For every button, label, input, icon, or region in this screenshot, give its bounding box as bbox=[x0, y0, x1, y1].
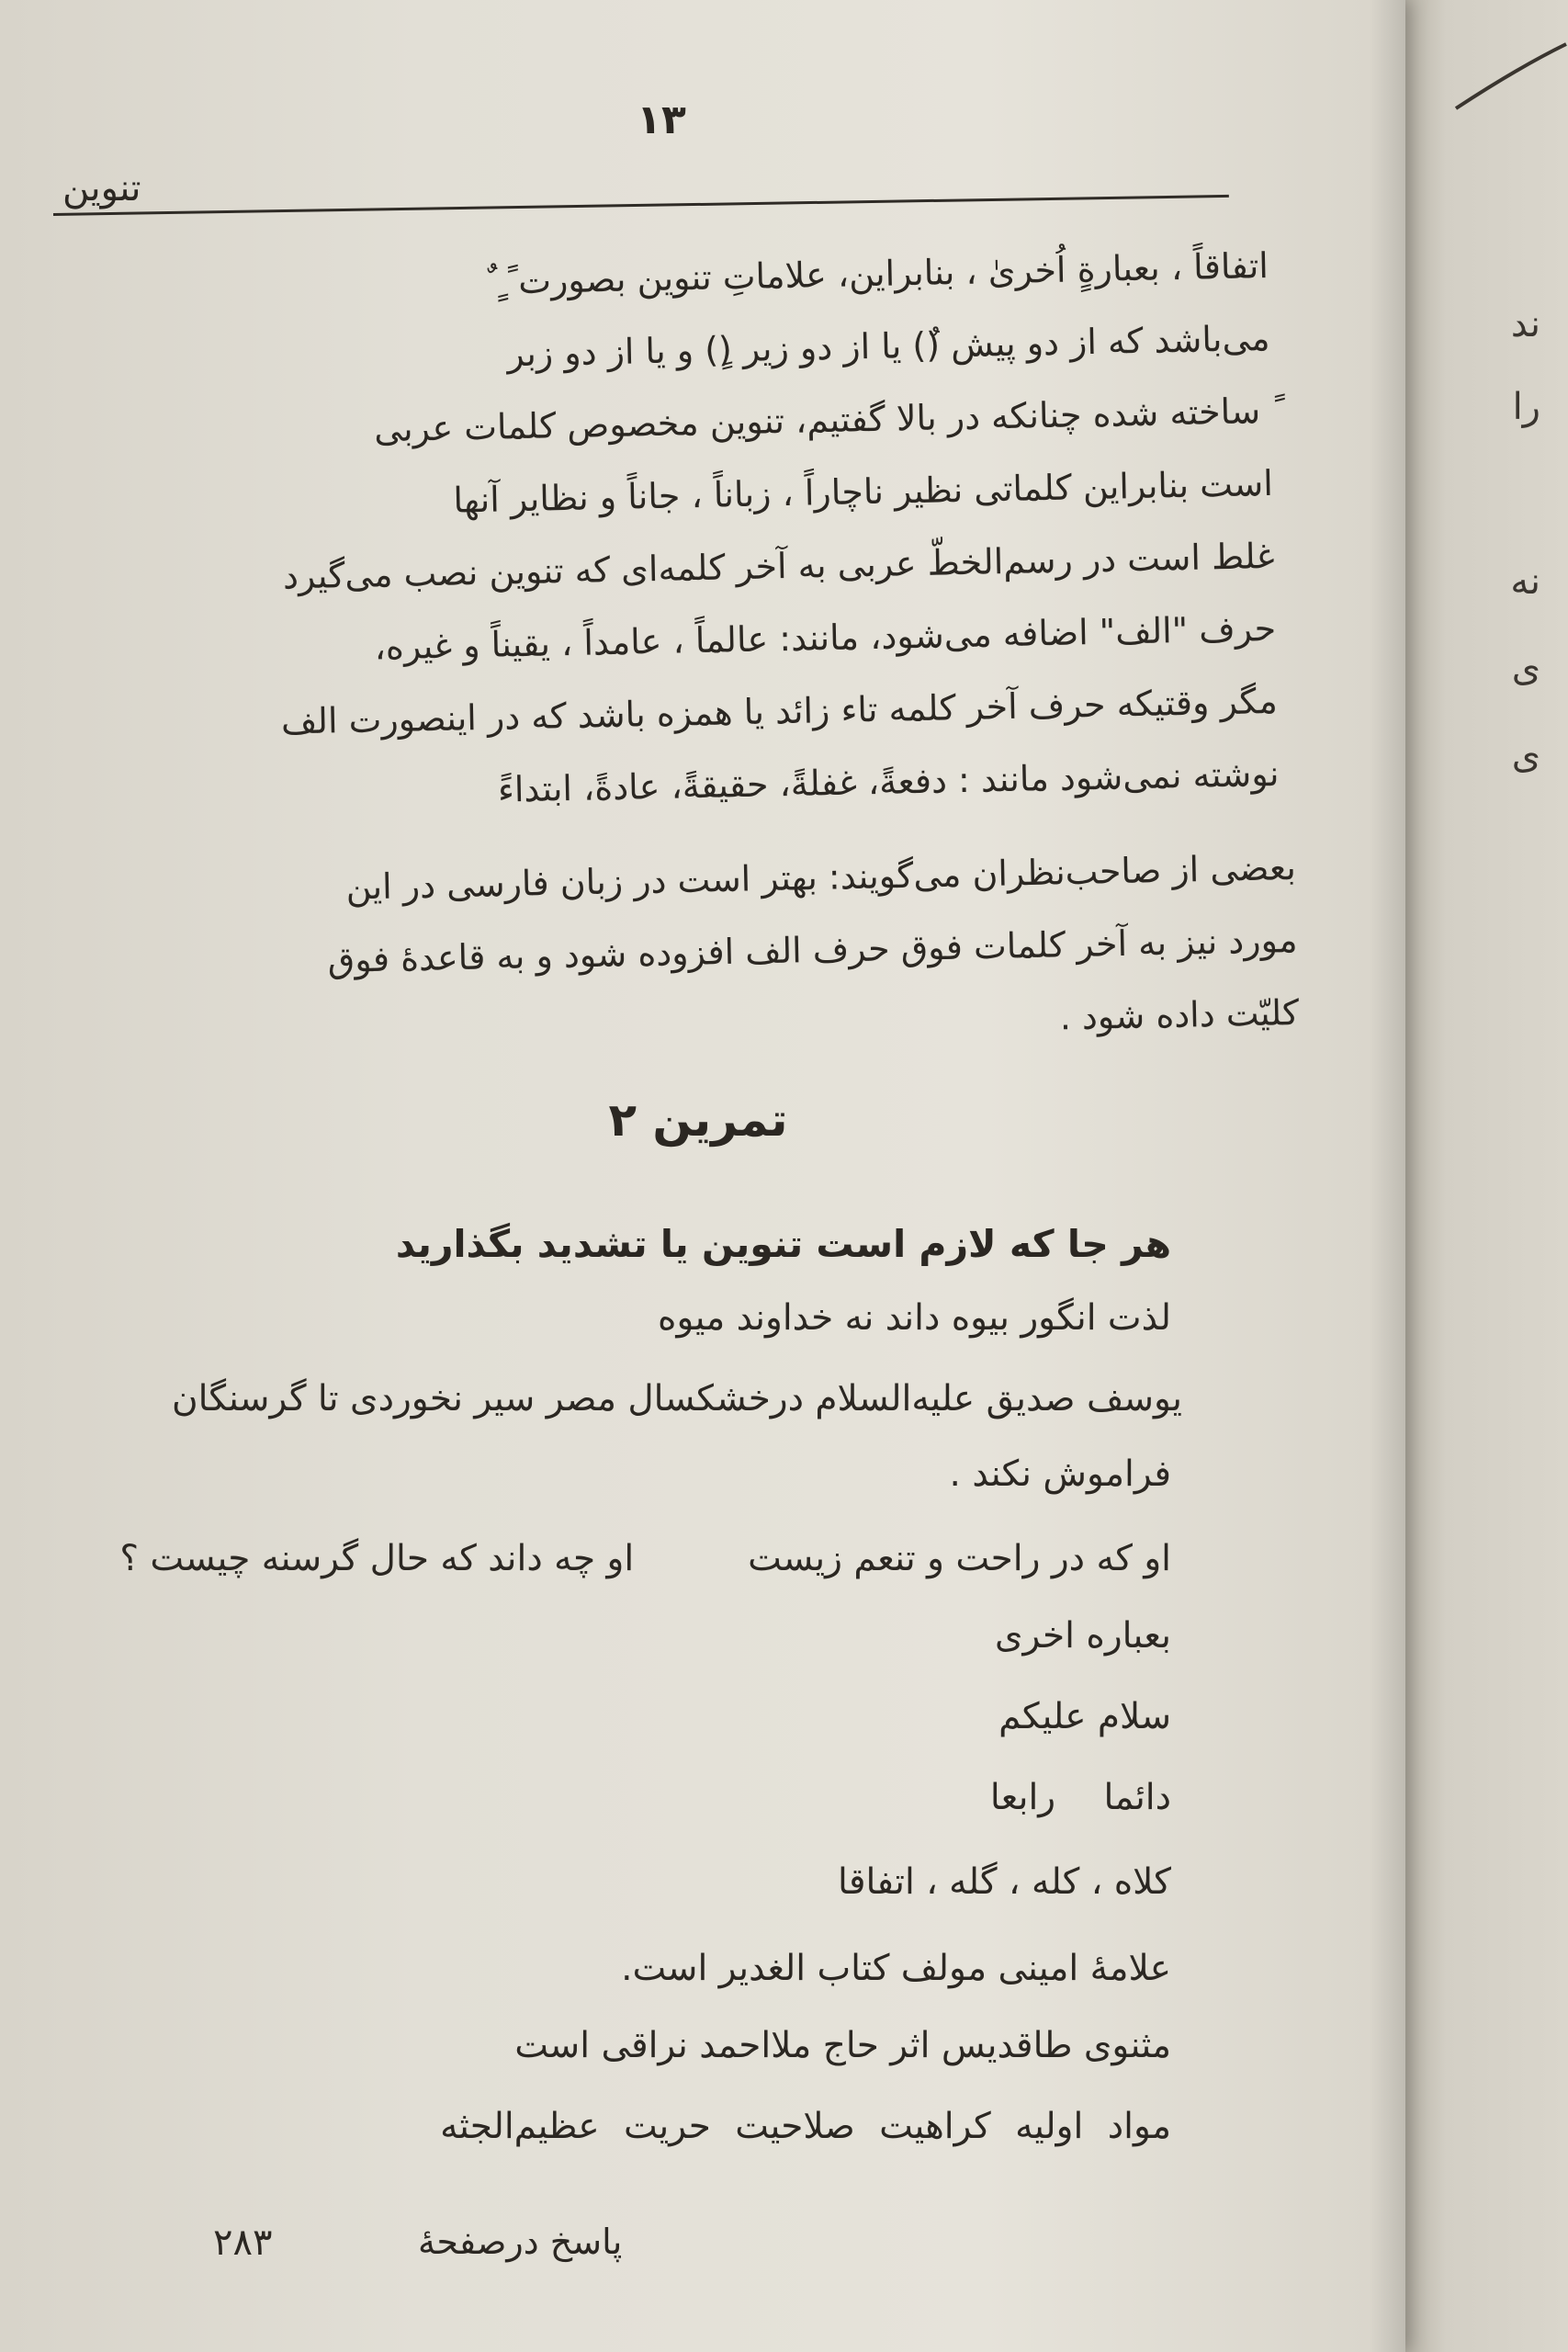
facing-fragment: ی bbox=[1511, 648, 1540, 690]
answer-page-number: ۲۸۳ bbox=[213, 2222, 273, 2264]
facing-page-curve-mark bbox=[1451, 37, 1568, 138]
text-line: غلط است در رسم‌الخطّ عربی به آخر کلمه‌ای که تنوین نصب می‌گیرد bbox=[282, 535, 1275, 597]
exercise-line: مواد اولیه کراهیت صلاحیت حریت عظیم‌الجثه bbox=[440, 2106, 1171, 2147]
text-line: مگر وقتیکه حرف آخر کلمه تاء زائد یا همزه باشد که در اینصورت الف bbox=[280, 680, 1279, 742]
exercise-title: تمرین ۲ bbox=[608, 1093, 788, 1147]
text-line: مورد نیز به آخر کلمات فوق حرف الف افزوده شود و به قاعدهٔ فوق bbox=[327, 919, 1298, 981]
facing-fragment: را bbox=[1512, 386, 1540, 428]
exercise-line: کلاه ، کله ، گله ، اتفاقا bbox=[837, 1861, 1171, 1903]
exercise-line: بعباره اخری bbox=[995, 1615, 1171, 1657]
text-line: است بنابراین کلماتی نظیر ناچاراً ، زباناً ، جاناً و نظایر آنها bbox=[453, 462, 1274, 521]
paragraph-tanvin-rules bbox=[110, 230, 1280, 834]
running-title: تنوین bbox=[62, 167, 141, 209]
exercise-line: سلام علیکم bbox=[998, 1696, 1171, 1737]
text-line: نوشته نمی‌شود مانند : دفعةً، غفلةً، حقیقةً، عادةً، ابتداءً bbox=[497, 752, 1280, 810]
spine-shadow bbox=[1369, 0, 1405, 2352]
exercise-line: او که در راحت و تنعم زیست او چه داند که حال گرسنه چیست ؟ bbox=[119, 1538, 1171, 1579]
exercise-line: مثنوی طاقدیس اثر حاج ملااحمد نراقی است bbox=[514, 2025, 1171, 2066]
text-line: حرف "الف" اضافه می‌شود، مانند: عالماً ، عامداً ، یقیناً و غیره، bbox=[374, 607, 1277, 668]
facing-fragment: ی bbox=[1511, 735, 1540, 777]
exercise-line: لذت انگور بیوه داند نه خداوند میوه bbox=[658, 1297, 1171, 1339]
facing-page bbox=[1405, 0, 1568, 2352]
facing-fragment: ند bbox=[1510, 303, 1540, 345]
text-line: ً ساخته شده چنانکه در بالا گفتیم، تنوین مخصوص کلمات عربی bbox=[373, 390, 1272, 450]
text-line: بعضی از صاحب‌نظران می‌گویند: بهتر است در زبان فارسی در این bbox=[345, 846, 1297, 908]
exercise-line: دائما رابعا bbox=[989, 1777, 1171, 1818]
text-line: می‌باشد که از دو پیش (ٌ) یا از دو زیر (ٍ) و یا از دو زبر bbox=[506, 317, 1270, 375]
exercise-line: یوسف صدیق علیه‌السلام درخشکسال مصر سیر نخوردی تا گرسنگان bbox=[171, 1378, 1182, 1419]
page-number: ۱۳ bbox=[637, 96, 686, 143]
text-line: اتفاقاً ، بعبارةٍ اُخریٰ ، بنابراین، علاماتِ تنوین بصورت ً ٍ ٌ bbox=[487, 244, 1269, 302]
exercise-line: فراموش نکند . bbox=[949, 1453, 1171, 1495]
exercise-line: علامهٔ امینی مولف کتاب الغدیر است. bbox=[621, 1948, 1171, 1989]
text-line: کلیّت داده شود . bbox=[1059, 991, 1300, 1038]
facing-fragment: نه bbox=[1510, 560, 1540, 603]
answer-reference: پاسخ درصفحهٔ bbox=[418, 2222, 623, 2262]
header-rule bbox=[53, 195, 1229, 216]
exercise-instruction: هر جا که لازم است تنوین یا تشدید بگذارید bbox=[395, 1222, 1171, 1266]
paragraph-experts-opinion bbox=[115, 831, 1300, 1074]
